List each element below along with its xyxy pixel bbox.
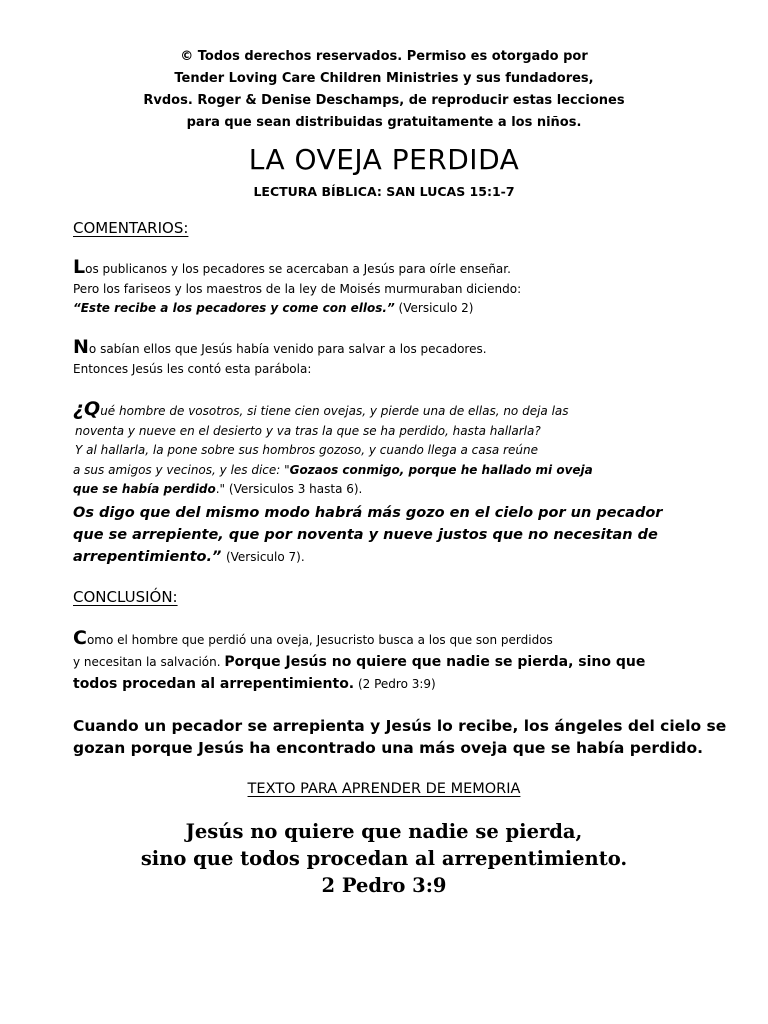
- text: y necesitan la salvación.: [73, 655, 221, 669]
- memory-verse-line: Jesús no quiere que nadie se pierda,: [185, 820, 583, 843]
- emphasis-text: todos procedan al arrepentimiento.: [73, 676, 355, 692]
- comentarios-paragraph-3: [73, 400, 593, 500]
- quote: “Este recibe a los pecadores y come con ellos.”: [73, 301, 395, 315]
- copyright-line: © Todos derechos reservados. Permiso es otorgado por: [180, 49, 588, 64]
- text: .": [215, 482, 226, 496]
- text: que se arrepiente, que por noventa y nueve justos que no necesitan de: [73, 527, 658, 543]
- verse-ref: (2 Pedro 3:9): [357, 677, 436, 691]
- memory-verse-heading: TEXTO PARA APRENDER DE MEMORIA: [247, 781, 521, 797]
- conclusion-paragraph-1: [73, 627, 645, 695]
- text: o sabían ellos que Jesús había venido para salvar a los pecadores.: [88, 342, 487, 356]
- text: Cuando un pecador se arrepienta y Jesús lo recibe, los ángeles del cielo se: [73, 717, 727, 735]
- copyright-line: Rvdos. Roger & Denise Deschamps, de reproducir estas lecciones: [143, 93, 625, 108]
- memory-verse: [0, 818, 768, 899]
- dropcap: N: [73, 336, 89, 358]
- verse-ref: (Versiculo 2): [398, 301, 474, 315]
- text: gozan porque Jesús ha encontrado una más oveja que se había perdido.: [73, 739, 704, 757]
- comentarios-paragraph-1: [73, 258, 521, 319]
- comentarios-paragraph-4: [73, 502, 662, 568]
- text: a sus amigos y vecinos, y les dice: ": [73, 462, 290, 477]
- copyright-line: para que sean distribuidas gratuitamente a los niños.: [186, 115, 582, 130]
- dropcap: C: [73, 627, 87, 649]
- dropcap: ¿Q: [73, 398, 101, 420]
- text: Y al hallarla, la pone sobre sus hombros gozoso, y cuando llega a casa reúne: [75, 443, 538, 457]
- memory-verse-line: sino que todos procedan al arrepentimiento.: [140, 847, 628, 870]
- conclusion-paragraph-2: [73, 715, 726, 759]
- verse-ref: (Versiculo 7).: [225, 550, 305, 564]
- verse-ref: (Versiculos 3 hasta 6).: [228, 482, 363, 496]
- page-title: LA OVEJA PERDIDA: [248, 143, 520, 176]
- text: os publicanos y los pecadores se acercaban a Jesús para oírle enseñar.: [85, 262, 511, 276]
- conclusion-heading: CONCLUSIÓN:: [73, 588, 178, 606]
- text: Entonces Jesús les contó esta parábola:: [73, 361, 312, 376]
- bible-reading-subtitle: LECTURA BÍBLICA: SAN LUCAS 15:1-7: [253, 184, 515, 199]
- dropcap: L: [73, 256, 86, 278]
- text: arrepentimiento.”: [73, 549, 222, 565]
- text: Os digo que del mismo modo habrá más gozo en el cielo por un pecador: [73, 505, 663, 521]
- comentarios-heading: COMENTARIOS:: [73, 219, 189, 237]
- quote: Gozaos conmigo, porque he hallado mi oveja: [289, 462, 593, 477]
- text: Pero los fariseos y los maestros de la ley de Moisés murmuraban diciendo:: [73, 281, 522, 296]
- text: ué hombre de vosotros, si tiene cien ovejas, y pierde una de ellas, no deja las: [100, 404, 569, 418]
- comentarios-paragraph-2: [73, 338, 487, 379]
- copyright-notice: [0, 46, 768, 134]
- memory-verse-reference: 2 Pedro 3:9: [321, 874, 447, 897]
- text: noventa y nueve en el desierto y va tras la que se ha perdido, hasta hallarla?: [75, 423, 541, 438]
- quote: que se había perdido: [73, 482, 216, 496]
- copyright-line: Tender Loving Care Children Ministries y sus fundadores,: [174, 71, 594, 86]
- emphasis-text: Porque Jesús no quiere que nadie se pierda, sino que: [224, 654, 646, 670]
- text: omo el hombre que perdió una oveja, Jesucristo busca a los que son perdidos: [86, 633, 553, 647]
